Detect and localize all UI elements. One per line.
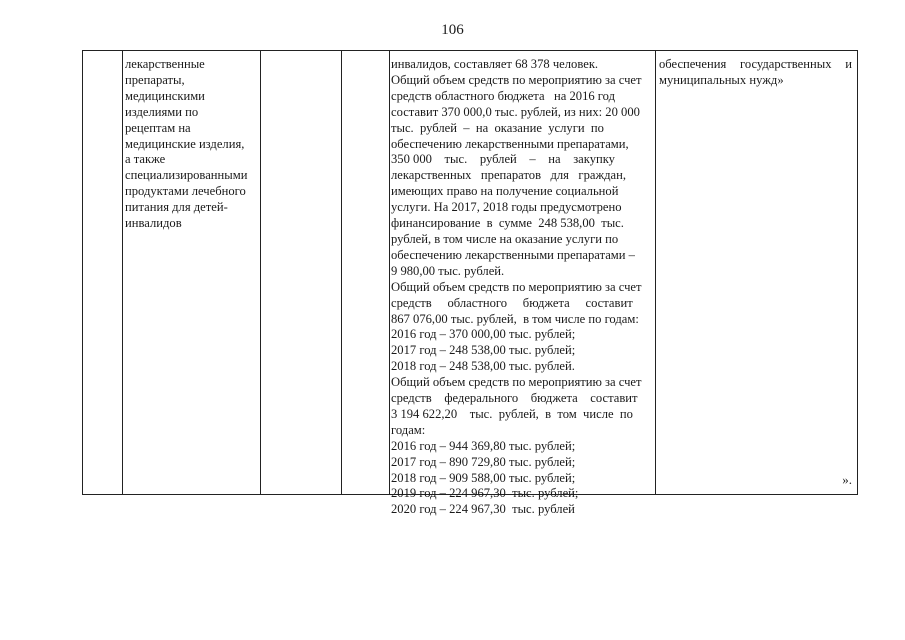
table-border-col5: [655, 51, 656, 494]
description-line: лекарственных препаратов для граждан,: [391, 168, 627, 183]
description-line: Общий объем средств по мероприятию за счет: [391, 279, 642, 294]
description-line: 2018 год – 248 538,00 тыс. рублей.: [391, 359, 575, 374]
description-line: 2018 год – 909 588,00 тыс. рублей;: [391, 470, 576, 485]
measure-name-cell: лекарственные препараты, медицинскими изделиями по рецептам на медицинские изделия, а также специализированными продуктами лечебного питания для детей- инвалидов: [125, 57, 248, 231]
description-line: тыс. рублей – на оказание услуги по: [391, 120, 604, 135]
description-line: 2017 год – 248 538,00 тыс. рублей;: [391, 343, 576, 358]
description-line: 2020 год – 224 967,30 тыс. рублей: [391, 502, 575, 517]
description-line: 350 000 тыс. рублей – на закупку: [391, 152, 615, 167]
description-line: средств областного бюджета на 2016 год: [391, 88, 616, 103]
closing-quote-mark: ».: [842, 472, 852, 487]
table-border-left: [82, 51, 83, 494]
description-line: финансирование в сумме 248 538,00 тыс.: [391, 216, 624, 231]
description-line: составит 370 000,0 тыс. рублей, из них: 20 000: [391, 104, 640, 119]
financing-description-lines: [391, 57, 654, 518]
description-line: услуги. На 2017, 2018 годы предусмотрено: [391, 200, 622, 215]
table-border-col3: [341, 51, 342, 494]
description-line: средств федерального бюджета составит: [391, 391, 638, 406]
page-number: 106: [441, 22, 464, 38]
description-line: 2019 год – 224 967,30 тыс. рублей;: [391, 486, 579, 501]
legal-document-cell: обеспечения государственных и муниципальных нужд»: [659, 57, 852, 87]
description-line: 9 980,00 тыс. рублей.: [391, 263, 505, 278]
description-line: Общий объем средств по мероприятию за счет: [391, 375, 642, 390]
description-line: 2017 год – 890 729,80 тыс. рублей;: [391, 454, 576, 469]
description-line: Общий объем средств по мероприятию за счет: [391, 72, 642, 87]
description-line: 2016 год – 370 000,00 тыс. рублей;: [391, 327, 576, 342]
description-line: инвалидов, составляет 68 378 человек.: [391, 57, 599, 71]
description-line: 867 076,00 тыс. рублей, в том числе по годам:: [391, 311, 639, 326]
table-border-col2: [260, 51, 261, 494]
description-line: годам:: [391, 422, 426, 437]
table-border-col4: [389, 51, 390, 494]
description-line: обеспечению лекарственными препаратами –: [391, 247, 635, 262]
description-line: рублей, в том числе на оказание услуги по: [391, 231, 619, 246]
description-line: обеспечению лекарственными препаратами,: [391, 136, 629, 151]
description-line: 2016 год – 944 369,80 тыс. рублей;: [391, 438, 576, 453]
document-table: [82, 50, 858, 517]
description-line: имеющих право на получение социальной: [391, 184, 619, 199]
financing-description-cell: [391, 57, 654, 518]
description-line: 3 194 622,20 тыс. рублей, в том числе по: [391, 406, 633, 421]
table-border-right: [857, 51, 858, 494]
description-line: средств областного бюджета составит: [391, 295, 633, 310]
table-border-col1: [122, 51, 123, 494]
